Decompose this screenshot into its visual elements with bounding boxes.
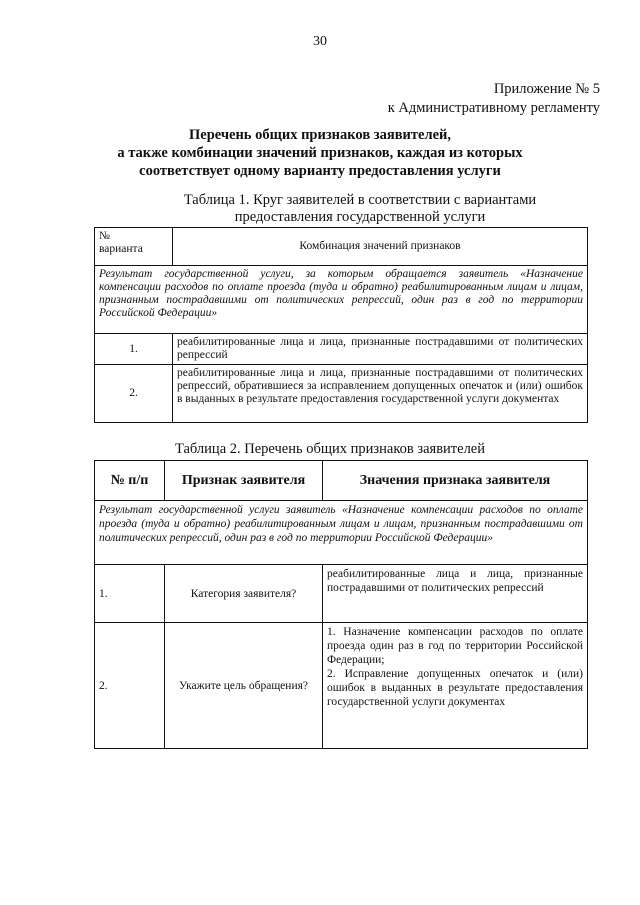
appendix-line-2: к Административному регламенту: [387, 100, 600, 116]
title-line-1: Перечень общих признаков заявителей,: [188, 127, 451, 143]
table2-row-1-sign: Категория заявителя?: [165, 565, 323, 623]
table2-row-1-number: 1.: [95, 565, 165, 623]
table2-header-row: [95, 461, 588, 501]
table1-row-2-number: 2.: [95, 365, 173, 423]
table-row: [95, 365, 588, 423]
table2-row-2-value: [323, 623, 588, 749]
document-title: [60, 126, 580, 180]
table1-header-number-line-2: варианта: [99, 243, 143, 255]
table2-header-sign: Признак заявителя: [165, 461, 323, 501]
table1-header-number: [95, 228, 173, 266]
table2-applicant-signs: [94, 460, 588, 749]
table1-caption-line-2: предоставления государственной услуги: [234, 209, 486, 225]
table2-row-1-value: [323, 565, 588, 623]
title-line-3: соответствует одному варианту предоставления услуги: [139, 163, 501, 179]
table2-row-1-value-1: реабилитированные лица и лица, признанные пострадавшими от политических репрессий: [327, 568, 583, 594]
table1-header-combination: Комбинация значений признаков: [173, 228, 588, 266]
appendix-reference: [388, 80, 600, 118]
table2-row-2-number: 2.: [95, 623, 165, 749]
table2-header-values: Значения признака заявителя: [323, 461, 588, 501]
table1-header-number-line-1: №: [99, 230, 110, 242]
table2-row-2-sign: Укажите цель обращения?: [165, 623, 323, 749]
page-number: 30: [313, 34, 327, 49]
table2-row-2-value-2: 2. Исправление допущенных опечаток и (или) ошибок в выданных в результате предоставления государственной услуги документах: [327, 668, 583, 708]
table1-caption: [140, 192, 580, 226]
table2-header-number: № п/п: [95, 461, 165, 501]
table-row: [95, 623, 588, 749]
table1-result-row: [95, 266, 588, 334]
table2-result-row: [95, 501, 588, 565]
table2-result-text: Результат государственной услуги заявитель «Назначение компенсации расходов по оплате проезда (туда и обратно) реабилитированным лицам и лицам, признанным пострадавшими от политических репрессий, один раз в год по территории Российской Федерации»: [95, 501, 588, 565]
table1-row-1-number: 1.: [95, 334, 173, 365]
table2-row-2-value-1: 1. Назначение компенсации расходов по оплате проезда один раз в год по территории Российской Федерации;: [327, 626, 583, 666]
appendix-line-1: Приложение № 5: [493, 81, 600, 97]
table1-caption-line-1: Таблица 1. Круг заявителей в соответствии с вариантами: [183, 192, 537, 208]
table1-row-2-text: реабилитированные лица и лица, признанные пострадавшими от политических репрессий, обратившиеся за исправлением допущенных опечаток и (или) ошибок в выданных в результате предоставления государственной услуги документах: [173, 365, 588, 423]
table1-row-1-text: реабилитированные лица и лица, признанные пострадавшими от политических репрессий: [173, 334, 588, 365]
table-row: [95, 334, 588, 365]
table1-applicant-variants: [94, 227, 588, 423]
table1-result-text: Результат государственной услуги, за которым обращается заявитель «Назначение компенсации расходов по оплате проезда (туда и обратно) реабилитированным лицам и лицам, признанным пострадавшими от политических репрессий, один раз в год по территории Российской Федерации»: [95, 266, 588, 334]
title-line-2: а также комбинации значений признаков, каждая из которых: [117, 145, 523, 161]
table2-caption: Таблица 2. Перечень общих признаков заявителей: [174, 441, 485, 457]
table-row: [95, 565, 588, 623]
table1-header-row: [95, 228, 588, 266]
